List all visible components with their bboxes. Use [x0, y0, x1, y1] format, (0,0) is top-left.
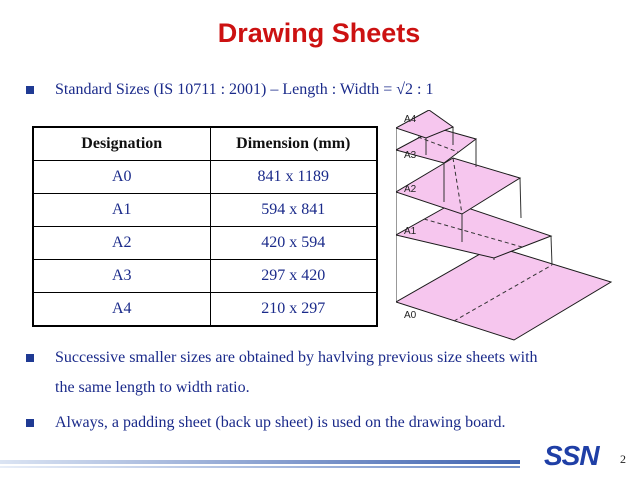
bullet-marker: [26, 354, 34, 362]
bullet-standard-sizes: Standard Sizes (IS 10711 : 2001) – Length : Width = √2 : 1: [55, 81, 434, 98]
sheet-size-diagram: [396, 110, 626, 342]
table-row: [33, 293, 377, 327]
table-cell: A3: [33, 260, 210, 293]
label-a3: A3: [404, 150, 417, 161]
sheet-a0: [396, 246, 611, 340]
bullet-successive-sizes-cont: the same length to width ratio.: [55, 379, 250, 396]
table-cell: 210 x 297: [210, 293, 377, 327]
label-a4: A4: [404, 114, 417, 125]
footer-bar: [0, 460, 520, 464]
table-cell: 841 x 1189: [210, 161, 377, 194]
table-cell: A0: [33, 161, 210, 194]
sheet-size-table: [32, 126, 378, 327]
footer-bar-thin: [0, 466, 520, 468]
table-cell: 420 x 594: [210, 227, 377, 260]
table-row: [33, 260, 377, 293]
table-cell: A1: [33, 194, 210, 227]
bullet-padding-sheet: Always, a padding sheet (back up sheet) is used on the drawing board.: [55, 414, 506, 431]
table-row: [33, 161, 377, 194]
page-number: 2: [620, 452, 626, 466]
table-row: [33, 194, 377, 227]
table-header: Dimension (mm): [210, 127, 377, 161]
label-a0: A0: [404, 310, 417, 321]
bullet-successive-sizes: Successive smaller sizes are obtained by havlving previous size sheets with: [55, 349, 538, 366]
table-cell: A4: [33, 293, 210, 327]
table-row: [33, 227, 377, 260]
table-header-row: [33, 127, 377, 161]
label-a2: A2: [404, 184, 417, 195]
slide-title: Drawing Sheets: [217, 18, 421, 48]
table-header: Designation: [33, 127, 210, 161]
bullet-marker: [26, 86, 34, 94]
table-cell: 297 x 420: [210, 260, 377, 293]
label-a1: A1: [404, 226, 417, 237]
table-cell: 594 x 841: [210, 194, 377, 227]
table-cell: A2: [33, 227, 210, 260]
ssn-logo: SSN: [544, 440, 599, 471]
bullet-marker: [26, 419, 34, 427]
